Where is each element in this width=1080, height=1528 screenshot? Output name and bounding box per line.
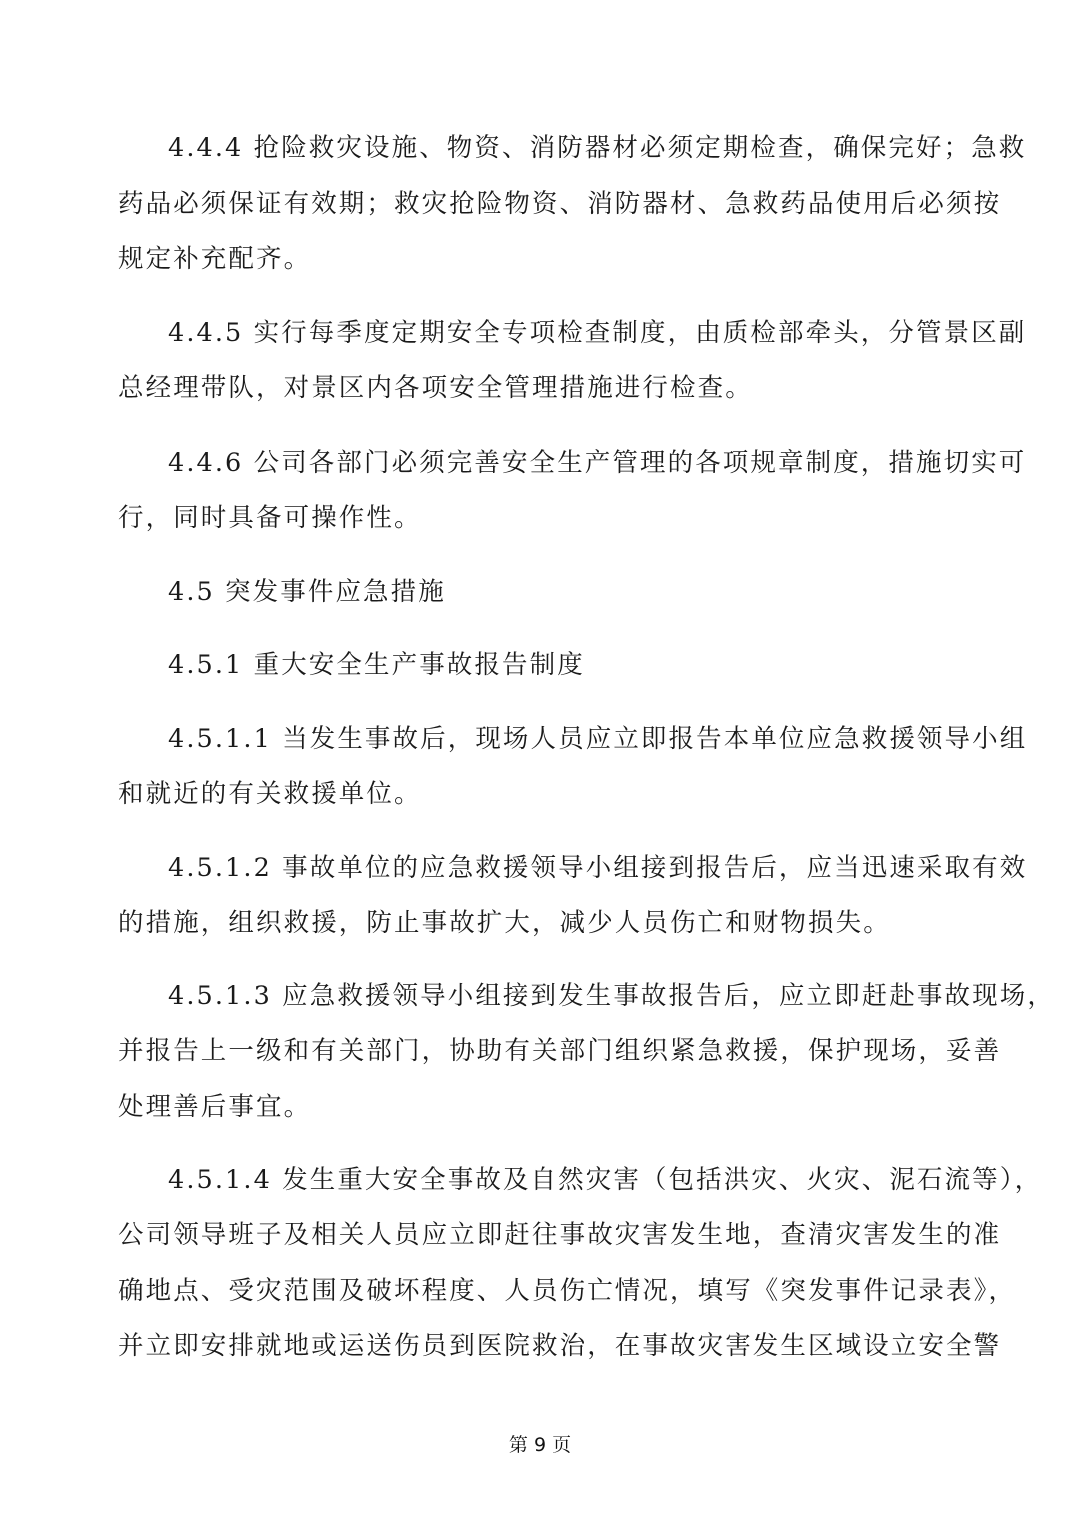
paragraph-4-5-1-1-line-2: 和就近的有关救援单位。: [118, 779, 422, 809]
section-heading-4-5-1: 4.5.1 重大安全生产事故报告制度: [168, 650, 585, 680]
paragraph-4-5-1-4-line-1: 4.5.1.4 发生重大安全事故及自然灾害（包括洪灾、火灾、泥石流等），: [168, 1165, 1043, 1195]
paragraph-4-5-1-1-line-1: 4.5.1.1 当发生事故后，现场人员应立即报告本单位应急救援领导小组: [168, 724, 1028, 754]
paragraph-4-4-5-line-2: 总经理带队，对景区内各项安全管理措施进行检查。: [118, 373, 753, 403]
paragraph-4-5-1-4-line-3: 确地点、受灾范围及破坏程度、人员伤亡情况，填写《突发事件记录表》，: [118, 1276, 1017, 1306]
paragraph-4-5-1-3-line-2: 并报告上一级和有关部门，协助有关部门组织紧急救援，保护现场，妥善: [118, 1036, 1002, 1066]
paragraph-4-5-1-3-line-3: 处理善后事宜。: [118, 1092, 312, 1122]
paragraph-4-5-1-4-line-2: 公司领导班子及相关人员应立即赶往事故灾害发生地，查清灾害发生的准: [118, 1220, 1002, 1250]
paragraph-4-4-6-line-1: 4.4.6 公司各部门必须完善安全生产管理的各项规章制度，措施切实可: [168, 448, 1027, 478]
paragraph-4-4-6-line-2: 行，同时具备可操作性。: [118, 503, 422, 533]
paragraph-4-4-4-line-1: 4.4.4 抢险救灾设施、物资、消防器材必须定期检查，确保完好；急救: [168, 133, 1027, 163]
paragraph-4-4-5-line-1: 4.4.5 实行每季度定期安全专项检查制度，由质检部牵头，分管景区副: [168, 318, 1027, 348]
paragraph-4-4-4-line-2: 药品必须保证有效期；救灾抢险物资、消防器材、急救药品使用后必须按: [118, 189, 1002, 219]
paragraph-4-5-1-4-line-4: 并立即安排就地或运送伤员到医院救治，在事故灾害发生区域设立安全警: [118, 1331, 1002, 1361]
paragraph-4-5-1-3-line-1: 4.5.1.3 应急救援领导小组接到发生事故报告后，应立即赶赴事故现场，: [168, 981, 1055, 1011]
paragraph-4-5-1-2-line-1: 4.5.1.2 事故单位的应急救援领导小组接到报告后，应当迅速采取有效: [168, 853, 1028, 883]
paragraph-4-5-1-2-line-2: 的措施，组织救援，防止事故扩大，减少人员伤亡和财物损失。: [118, 908, 891, 938]
paragraph-4-4-4-line-3: 规定补充配齐。: [118, 244, 312, 274]
section-heading-4-5: 4.5 突发事件应急措施: [168, 577, 446, 607]
page-number: 第 9 页: [508, 1434, 572, 1456]
